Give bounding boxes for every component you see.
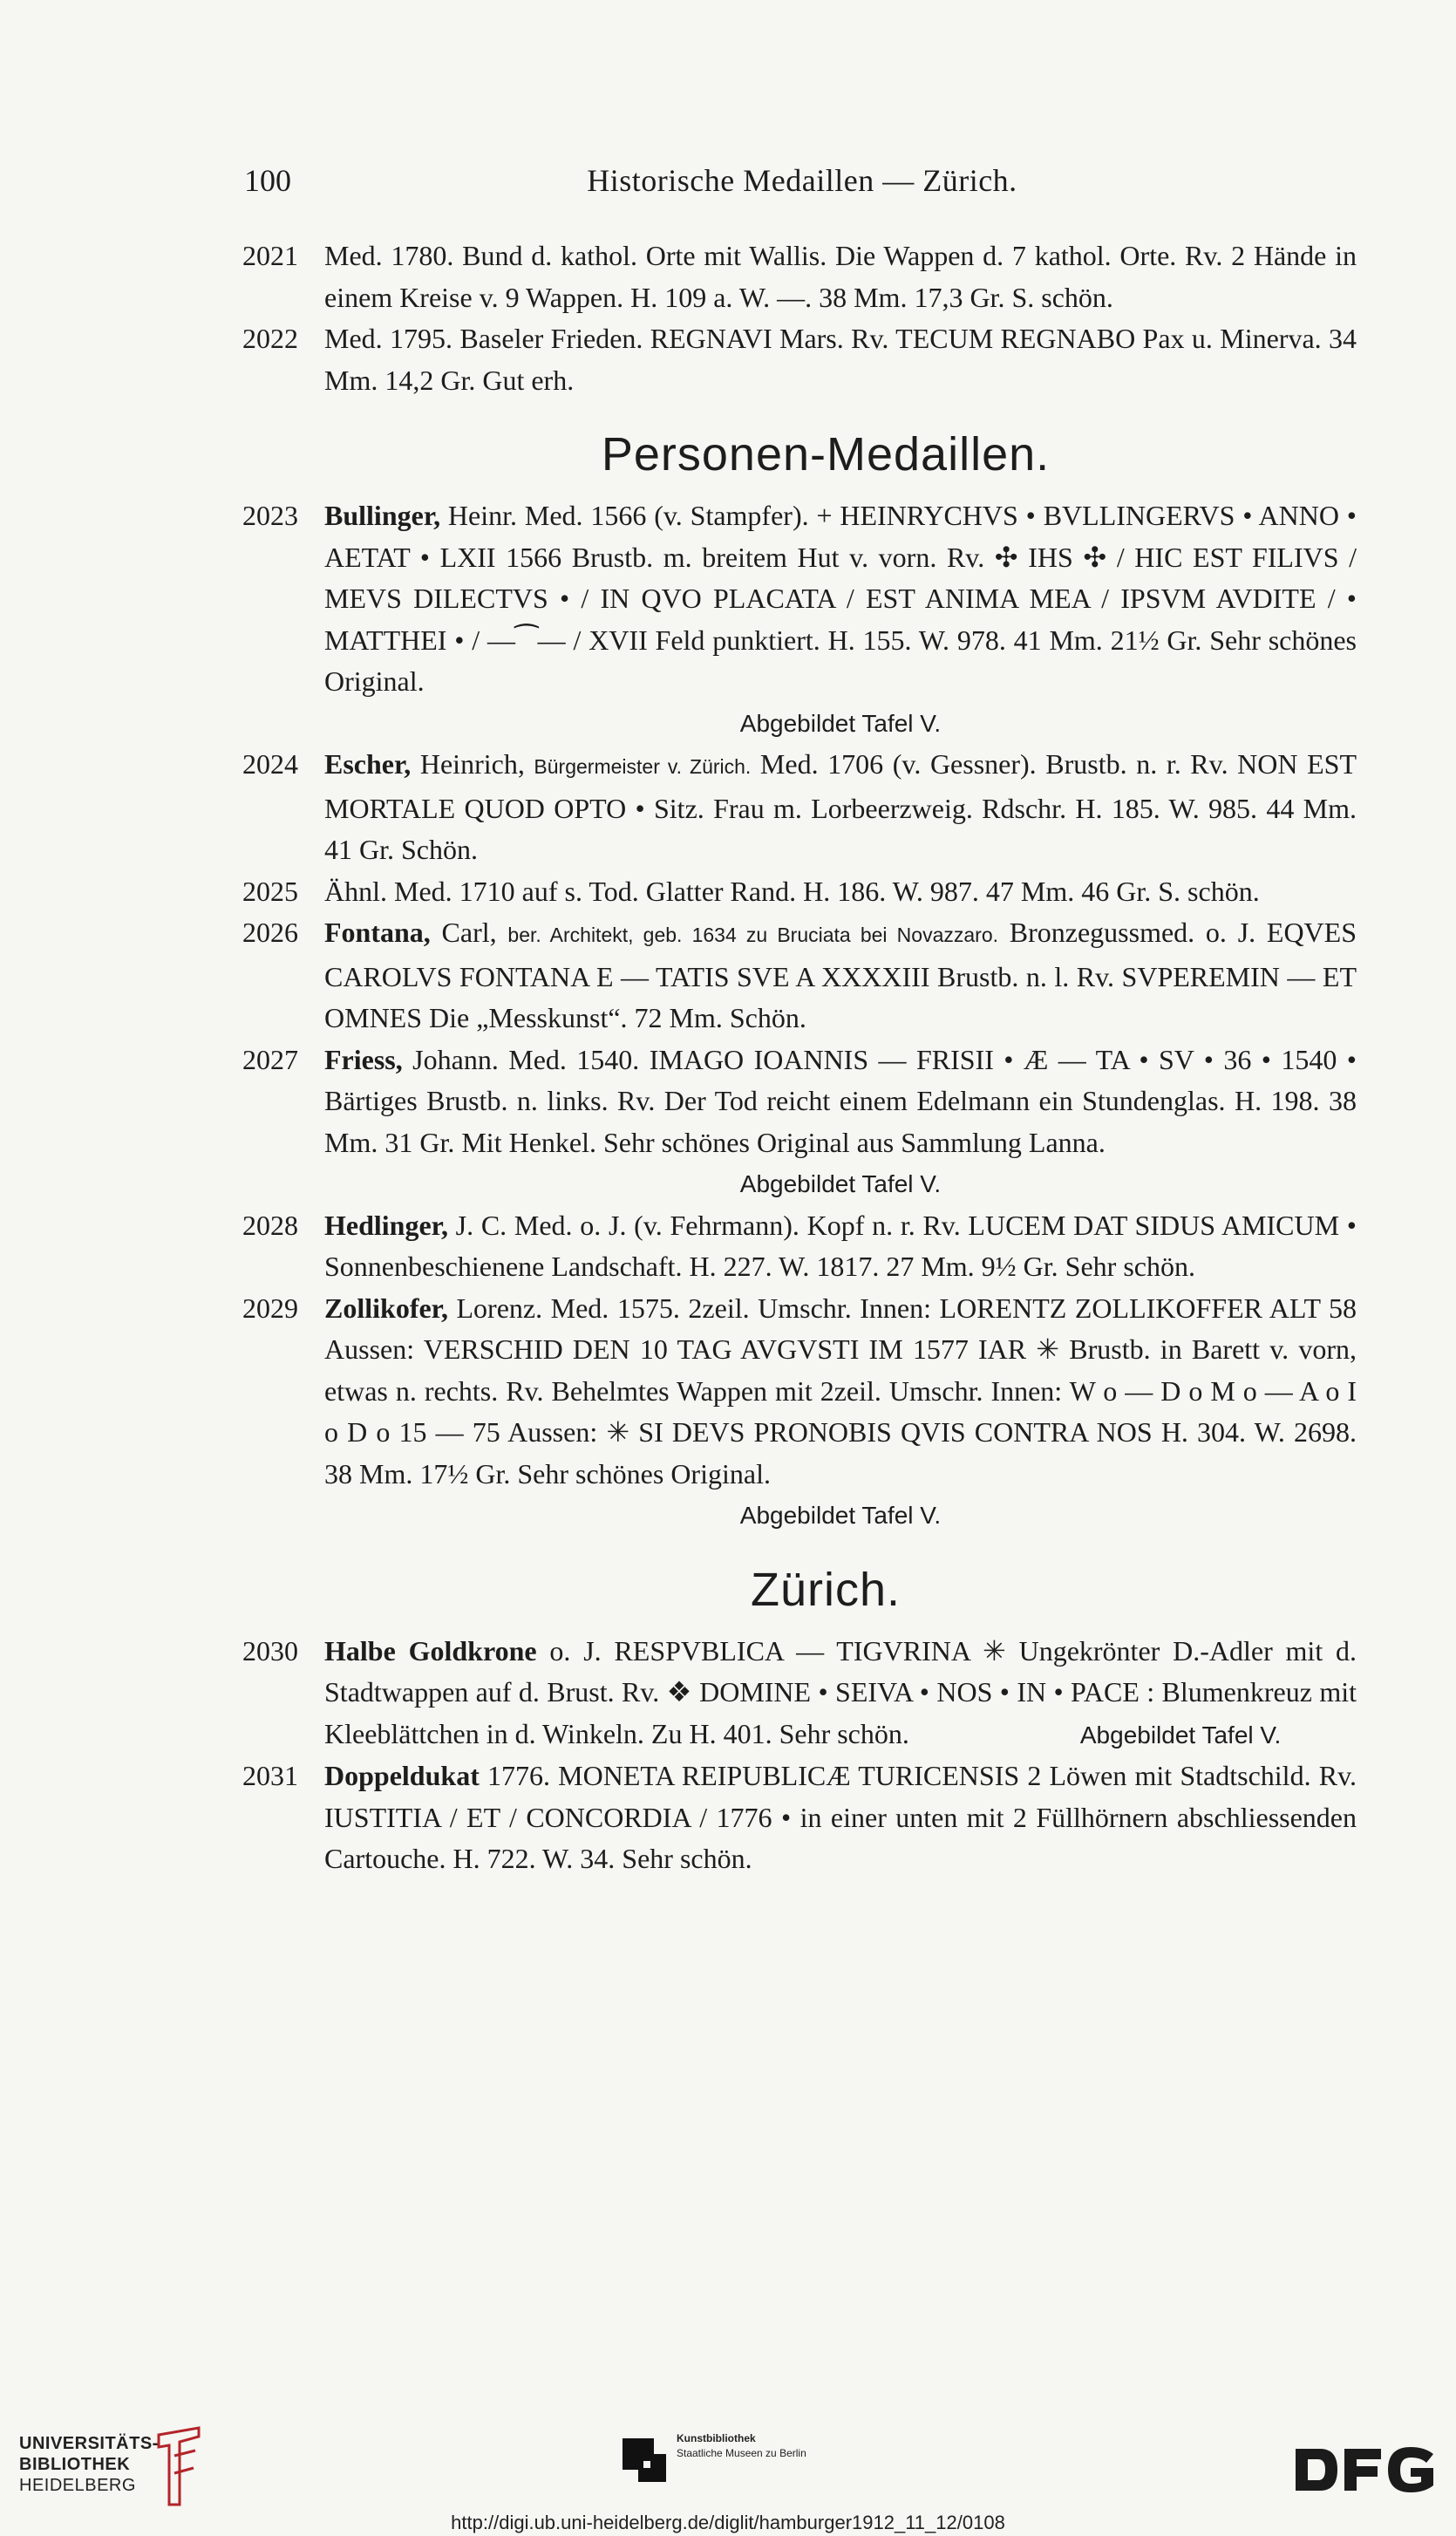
catalogue-entry-2026 xyxy=(242,912,1357,1040)
entry-text: Med. 1780. Bund d. kathol. Orte mit Wallis. Die Wappen d. 7 kathol. Orte. Rv. 2 Hände in einem Kreise v. 9 Wappen. H. 109 a. W. —. 38 Mm. 17,3 Gr. S. schön. xyxy=(324,240,1357,313)
running-head xyxy=(244,162,1360,206)
page-title: Historische Medaillen — Zürich. xyxy=(587,163,1017,198)
entry-text xyxy=(324,1755,1357,1880)
kunstbibliothek-text xyxy=(677,2431,806,2461)
entry-description-cont: Med. 1706 (v. Gessner). Brustb. n. r. Rv. NON EST MORTALE QUOD OPTO • Sitz. Frau m. Lorbeerzweig. Rdschr. H. 185. W. 985. 44 Mm. 41 Gr. Schön. xyxy=(324,748,1357,865)
entry-number: 2023 xyxy=(242,500,298,531)
coin-name: Doppeldukat xyxy=(324,1760,480,1791)
entry-number: 2024 xyxy=(242,748,298,780)
entry-number: 2030 xyxy=(242,1634,298,1667)
person-name: Hedlinger, xyxy=(324,1209,448,1241)
entry-number: 2025 xyxy=(242,875,298,907)
kunstbibliothek-emblem-icon xyxy=(619,2435,670,2485)
entry-text xyxy=(324,1631,1357,1756)
catalogue-entry-2024 xyxy=(242,744,1357,871)
person-name: Bullinger, xyxy=(324,500,441,531)
entry-number: 2027 xyxy=(242,1043,298,1075)
dfg-logo[interactable] xyxy=(1294,2442,1439,2498)
entry-text xyxy=(324,1040,1357,1164)
catalogue-entry-2027 xyxy=(242,1040,1357,1164)
entry-description: J. C. Med. o. J. (v. Fehrmann). Kopf n. r. Rv. LUCEM DAT SIDUS AMICUM • Sonnenbeschienene Landschaft. H. 227. W. 1817. 27 Mm. 9½ Gr. Sehr schön. xyxy=(324,1209,1357,1282)
catalogue-entry-2028 xyxy=(242,1205,1357,1288)
entry-description-cont: Bronzegussmed. o. J. EQVES CAROLVS FONTANA E — TATIS SVE A XXXXIII Brustb. n. l. Rv. SVPEREMIN — ET OMNES Die „Messkunst“. 72 Mm. Schön. xyxy=(324,917,1357,1033)
digitization-footer xyxy=(0,2424,1456,2536)
entry-description: Johann. Med. 1540. IMAGO IOANNIS — FRISII • Æ — TA • SV • 36 • 1540 • Bärtiges Brustb. n. links. Rv. Der Tod reicht einem Edelmann ein Stundenglas. H. 198. 38 Mm. 31 Gr. Mit Henkel. Sehr schönes Original aus Sammlung Lanna. xyxy=(324,1043,1357,1158)
person-role: ber. Architekt, geb. 1634 zu Bruciata bei Novazzaro. xyxy=(507,924,999,946)
entry-description: Heinr. Med. 1566 (v. Stampfer). + HEINRYCHVS • BVLLINGERVS • ANNO • AETAT • LXII 1566 Brustb. m. breitem Hut v. vorn. Rv. ✣ IHS ✣ / HIC EST FILIVS / MEVS DILECTVS • / IN QVO PLACATA / EST ANIMA MEA / IPSVM AVDITE / • MATTHEI • / —⁀— / XVII Feld punktiert. H. 155. W. 978. 41 Mm. 21½ Gr. Sehr schönes Original. xyxy=(324,500,1357,697)
entry-text xyxy=(324,912,1357,1040)
logo-text-line: BIBLIOTHEK xyxy=(19,2455,131,2474)
logo-text-line: HEIDELBERG xyxy=(19,2476,136,2495)
catalogue-entry-2030 xyxy=(242,1631,1357,1756)
logo-text-line: Staatliche Museen zu Berlin xyxy=(677,2447,806,2459)
catalogue-entry-2023 xyxy=(242,495,1357,703)
university-emblem-icon xyxy=(153,2424,206,2508)
section-heading-zurich: Zürich. xyxy=(750,1563,901,1616)
coin-name: Halbe Goldkrone xyxy=(324,1634,537,1667)
entry-number: 2029 xyxy=(242,1292,298,1324)
entry-text xyxy=(324,495,1357,703)
person-name: Escher, xyxy=(324,748,412,780)
person-name: Zollikofer, xyxy=(324,1292,448,1324)
entry-description: Lorenz. Med. 1575. 2zeil. Umschr. Innen: LORENTZ ZOLLIKOFFER ALT 58 Aussen: VERSCHID DEN 10 TAG AVGVSTI IM 1577 IAR ✳ Brustb. in Barett v. vorn, etwas n. rechts. Rv. Behelmtes Wappen mit 2zeil. Umschr. Innen: W o — D o M o — A o I o D o 15 — 75 Aussen: ✳ SI DEVS PRONOBIS QVIS CONTRA NOS H. 304. W. 2698. 38 Mm. 17½ Gr. Sehr schönes Original. xyxy=(324,1292,1357,1490)
catalogue-content xyxy=(242,235,1357,1880)
catalogue-entry-2031 xyxy=(242,1755,1357,1880)
catalogue-entry-2025 xyxy=(242,871,1357,913)
plate-reference: Abgebildet Tafel V. xyxy=(739,1170,942,1197)
logo-text-line: Kunstbibliothek xyxy=(677,2432,756,2444)
entry-number: 2031 xyxy=(242,1760,298,1791)
entry-text: Med. 1795. Baseler Frieden. REGNAVI Mars. Rv. TECUM REGNABO Pax u. Minerva. 34 Mm. 14,2 Gr. Gut erh. xyxy=(324,323,1357,396)
logo-text-line: UNIVERSITÄTS- xyxy=(19,2434,159,2453)
section-heading-personen: Personen-Medaillen. xyxy=(601,428,1051,481)
source-url-link[interactable]: http://digi.ub.uni-heidelberg.de/diglit/hamburger1912_11_12/0108 xyxy=(451,2512,1005,2533)
person-name: Friess, xyxy=(324,1043,403,1075)
catalogue-entry-2022 xyxy=(242,318,1357,401)
plate-reference: Abgebildet Tafel V. xyxy=(1079,1721,1282,1749)
catalogue-entry-2021 xyxy=(242,235,1357,318)
entry-description: o. J. RESPVBLICA — TIGVRINA ✳ Ungekrönter D.-Adler mit d. Stadtwappen auf d. Brust. Rv. ❖ DOMINE • SEIVA • NOS • IN • PACE : Blumenkreuz mit Kleeblättchen in d. Winkeln. Zu H. 401. Sehr schön. xyxy=(324,1634,1357,1749)
entry-number: 2022 xyxy=(242,323,298,354)
entry-text: Ähnl. Med. 1710 auf s. Tod. Glatter Rand. H. 186. W. 987. 47 Mm. 46 Gr. S. schön. xyxy=(324,875,1260,907)
person-name: Fontana, xyxy=(324,917,431,948)
entry-number: 2021 xyxy=(242,240,298,271)
entry-text xyxy=(324,744,1357,871)
entry-description: 1776. MONETA REIPUBLICÆ TURICENSIS 2 Löwen mit Stadtschild. Rv. IUSTITIA / ET / CONCORDIA / 1776 • in einer unten mit 2 Füllhörnern abschliessenden Cartouche. H. 722. W. 34. Sehr schön. xyxy=(324,1760,1357,1874)
catalogue-entry-2029 xyxy=(242,1288,1357,1496)
university-library-logo[interactable] xyxy=(19,2433,159,2496)
entry-number: 2028 xyxy=(242,1209,298,1241)
entry-number: 2026 xyxy=(242,917,298,948)
entry-description: Heinrich, xyxy=(411,748,534,780)
entry-text xyxy=(324,1205,1357,1288)
person-role: Bürgermeister v. Zürich. xyxy=(534,755,752,778)
entry-text xyxy=(324,1288,1357,1496)
entry-description: Carl, xyxy=(430,917,508,948)
plate-reference: Abgebildet Tafel V. xyxy=(739,709,942,737)
page-number: 100 xyxy=(244,163,291,198)
plate-reference: Abgebildet Tafel V. xyxy=(739,1502,942,1529)
